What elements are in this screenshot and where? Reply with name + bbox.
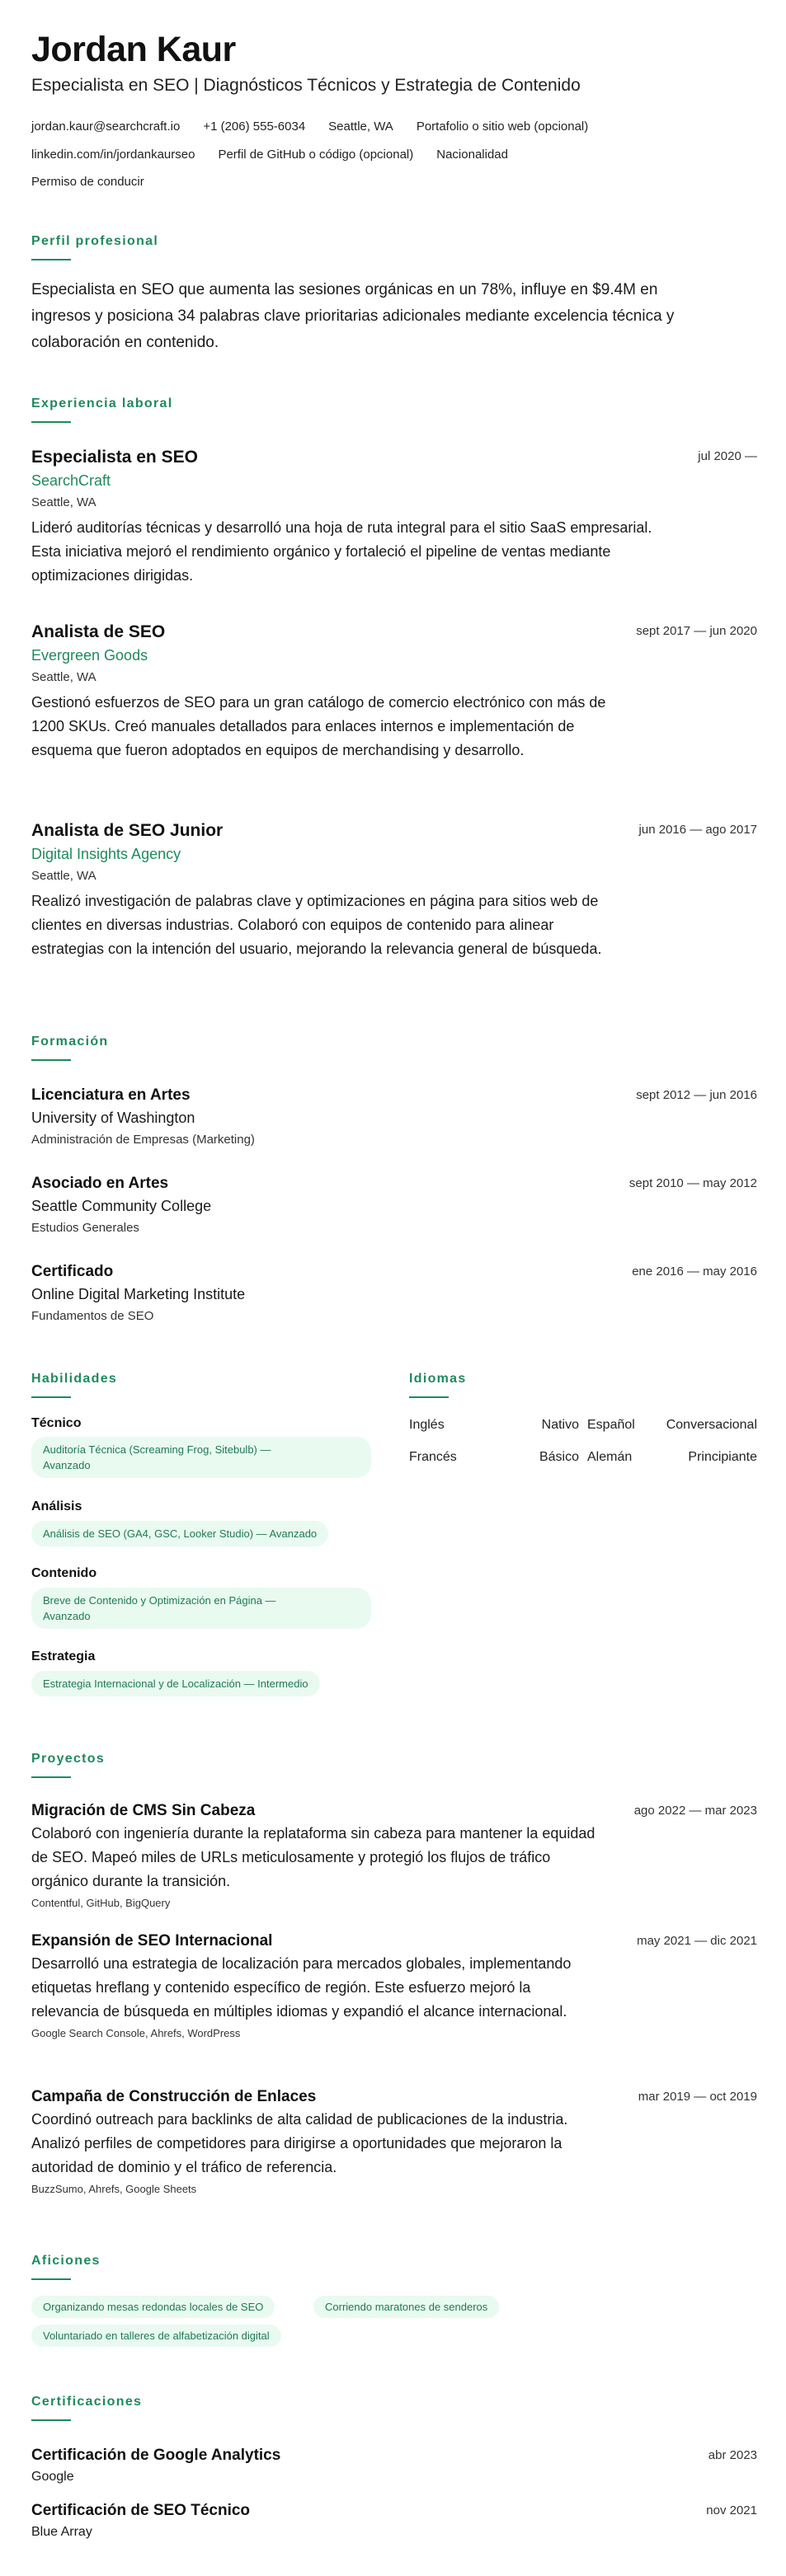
section-divider bbox=[31, 259, 71, 260]
contact-phone[interactable]: +1 (206) 555-6034 bbox=[203, 120, 306, 134]
skill-category: Técnico bbox=[31, 1416, 82, 1430]
project-dates: may 2021 — dic 2021 bbox=[637, 1934, 757, 1948]
project-tech: BuzzSumo, Ahrefs, Google Sheets bbox=[31, 2183, 197, 2195]
section-title-education: Formación bbox=[31, 1035, 109, 1049]
section-title-profile: Perfil profesional bbox=[31, 234, 159, 248]
job-dates: jul 2020 — bbox=[698, 449, 757, 463]
skill-category: Análisis bbox=[31, 1499, 82, 1513]
education-entry bbox=[31, 1175, 757, 1235]
language-name: Francés bbox=[409, 1450, 457, 1464]
hobby-tag: Voluntariado en talleres de alfabetización digital bbox=[31, 2325, 281, 2347]
language-level: Principiante bbox=[688, 1450, 757, 1464]
certification-entry bbox=[31, 2502, 757, 2540]
project-dates: mar 2019 — oct 2019 bbox=[638, 2090, 757, 2104]
language-name: Inglés bbox=[409, 1418, 445, 1432]
job-location: Seattle, WA bbox=[31, 670, 96, 684]
cert-org: Google bbox=[31, 2470, 74, 2484]
certification-entry bbox=[31, 2447, 757, 2485]
contact-row bbox=[31, 175, 167, 189]
education-entry bbox=[31, 1263, 757, 1323]
cert-name: Certificación de SEO Técnico bbox=[31, 2502, 251, 2519]
skill-tag-line: Avanzado bbox=[43, 1459, 91, 1471]
section-title-certifications: Certificaciones bbox=[31, 2395, 143, 2409]
section-title-projects: Proyectos bbox=[31, 1752, 106, 1766]
edu-degree: Licenciatura en Artes bbox=[31, 1086, 191, 1104]
job-title: Analista de SEO Junior bbox=[31, 821, 224, 840]
hobby-tag: Organizando mesas redondas locales de SEO bbox=[31, 2296, 275, 2318]
edu-degree: Asociado en Artes bbox=[31, 1175, 169, 1192]
project-description: Desarrolló una estrategia de localización para mercados globales, implementando etiquetas hreflang y contenido específico de región. Este esfuerzo mejoró la relevancia de búsqueda en múltiples idiomas y expandió el alcance internacional. bbox=[31, 1955, 572, 2020]
contact-location: Seattle, WA bbox=[328, 120, 393, 134]
edu-school: Seattle Community College bbox=[31, 1198, 212, 1214]
language-level: Conversacional bbox=[666, 1418, 757, 1432]
hobby-tag: Corriendo maratones de senderos bbox=[313, 2296, 499, 2318]
job-company: Digital Insights Agency bbox=[31, 846, 181, 862]
job-dates: jun 2016 — ago 2017 bbox=[638, 823, 757, 837]
project-tech: Contentful, GitHub, BigQuery bbox=[31, 1897, 171, 1909]
candidate-headline: Especialista en SEO | Diagnósticos Técnicos y Estrategia de Contenido bbox=[31, 76, 581, 95]
section-divider bbox=[31, 2419, 71, 2421]
contact-row bbox=[31, 120, 611, 134]
edu-school: University of Washington bbox=[31, 1110, 195, 1126]
section-divider bbox=[31, 2278, 71, 2280]
skill-tag-line: Estrategia Internacional y de Localización — Intermedio bbox=[43, 1677, 308, 1690]
project-entry bbox=[31, 2088, 757, 2195]
project-description: Coordinó outreach para backlinks de alta calidad de publicaciones de la industria. Analizó perfiles de competidores para dirigirse a oportunidades que mejoraron la autoridad de dominio y el tráfico de referencia. bbox=[31, 2111, 568, 2175]
skill-tag bbox=[31, 1437, 371, 1478]
job-title: Analista de SEO bbox=[31, 622, 166, 641]
job-location: Seattle, WA bbox=[31, 495, 96, 509]
skill-tag-line: Análisis de SEO (GA4, GSC, Looker Studio) — Avanzado bbox=[43, 1527, 318, 1540]
contact-license: Permiso de conducir bbox=[31, 175, 144, 189]
job-entry bbox=[31, 622, 757, 762]
edu-field: Fundamentos de SEO bbox=[31, 1309, 154, 1323]
skill-tag bbox=[31, 1671, 320, 1696]
project-title: Expansión de SEO Internacional bbox=[31, 1932, 273, 1950]
job-dates: sept 2017 — jun 2020 bbox=[636, 624, 757, 638]
cert-date: abr 2023 bbox=[708, 2448, 757, 2462]
skill-tag bbox=[31, 1588, 371, 1629]
profile-line: colaboración en contenido. bbox=[31, 334, 219, 351]
section-divider bbox=[31, 421, 71, 423]
section-title-languages: Idiomas bbox=[409, 1372, 467, 1386]
job-entry bbox=[31, 448, 757, 588]
section-divider bbox=[31, 1396, 71, 1398]
language-name: Alemán bbox=[587, 1450, 633, 1464]
education-entry bbox=[31, 1086, 757, 1147]
section-divider bbox=[31, 1776, 71, 1778]
skill-category: Contenido bbox=[31, 1566, 97, 1580]
section-title-skills: Habilidades bbox=[31, 1372, 118, 1386]
skill-tag bbox=[31, 1521, 328, 1546]
contact-nationality: Nacionalidad bbox=[436, 148, 508, 162]
job-title: Especialista en SEO bbox=[31, 448, 198, 467]
job-location: Seattle, WA bbox=[31, 869, 96, 883]
job-company: SearchCraft bbox=[31, 472, 111, 489]
contact-email[interactable]: jordan.kaur@searchcraft.io bbox=[31, 120, 181, 134]
cert-date: nov 2021 bbox=[706, 2503, 757, 2517]
section-divider bbox=[31, 1059, 71, 1061]
job-company: Evergreen Goods bbox=[31, 647, 148, 664]
language-level: Básico bbox=[539, 1450, 579, 1464]
edu-field: Administración de Empresas (Marketing) bbox=[31, 1133, 255, 1147]
edu-school: Online Digital Marketing Institute bbox=[31, 1286, 246, 1302]
cert-name: Certificación de Google Analytics bbox=[31, 2447, 281, 2464]
project-dates: ago 2022 — mar 2023 bbox=[633, 1804, 757, 1818]
job-entry bbox=[31, 821, 757, 961]
profile-line: ingresos y posiciona 34 palabras clave prioritarias adicionales mediante excelencia técnica y bbox=[31, 307, 675, 325]
cert-org: Blue Array bbox=[31, 2525, 92, 2539]
section-title-hobbies: Aficiones bbox=[31, 2254, 101, 2268]
project-title: Migración de CMS Sin Cabeza bbox=[31, 1802, 256, 1819]
skill-tag-line: Auditoría Técnica (Screaming Frog, Sitebulb) — bbox=[43, 1443, 271, 1456]
edu-field: Estudios Generales bbox=[31, 1221, 139, 1235]
edu-degree: Certificado bbox=[31, 1263, 114, 1280]
section-title-experience: Experiencia laboral bbox=[31, 396, 173, 411]
profile-line: Especialista en SEO que aumenta las sesiones orgánicas en un 78%, influye en $9.4M en bbox=[31, 281, 658, 298]
skill-category: Estrategia bbox=[31, 1649, 96, 1663]
job-description: Lideró auditorías técnicas y desarrolló una hoja de ruta integral para el sitio SaaS empresarial. Esta iniciativa mejoró el rendimiento orgánico y fortaleció el pipeline de ventas mediante optimizaciones dirigidas. bbox=[31, 519, 652, 584]
edu-dates: sept 2010 — may 2012 bbox=[628, 1176, 757, 1190]
edu-dates: ene 2016 — may 2016 bbox=[632, 1265, 757, 1279]
project-title: Campaña de Construcción de Enlaces bbox=[31, 2088, 317, 2105]
language-level: Nativo bbox=[541, 1418, 579, 1432]
contact-linkedin[interactable]: linkedin.com/in/jordankaurseo bbox=[31, 148, 195, 162]
project-description: Colaboró con ingeniería durante la replataforma sin cabeza para mantener la equidad de SEO. Mapeó miles de URLs meticulosamente y protegió los flujos de tráfico orgánico durante la transición. bbox=[31, 1825, 595, 1889]
contact-row bbox=[31, 148, 531, 162]
contact-github[interactable]: Perfil de GitHub o código (opcional) bbox=[218, 148, 414, 162]
edu-dates: sept 2012 — jun 2016 bbox=[636, 1088, 757, 1102]
project-entry bbox=[31, 1932, 757, 2039]
skill-tag-line: Avanzado bbox=[43, 1610, 91, 1622]
contact-portfolio[interactable]: Portafolio o sitio web (opcional) bbox=[416, 120, 589, 134]
project-entry bbox=[31, 1802, 757, 1909]
job-description: Gestionó esfuerzos de SEO para un gran catálogo de comercio electrónico con más de 1200 SKUs. Creó manuales detallados para enlaces internos e implementación de esquema que fueron adoptados en equipos de merchandising y desarrollo. bbox=[31, 694, 606, 758]
project-tech: Google Search Console, Ahrefs, WordPress bbox=[31, 2027, 241, 2039]
skill-tag-line: Breve de Contenido y Optimización en Página — bbox=[43, 1594, 276, 1607]
section-divider bbox=[409, 1396, 449, 1398]
job-description: Realizó investigación de palabras clave y optimizaciones en página para sitios web de clientes en diversas industrias. Colaboró con equipos de contenido para alinear estrategias con la intención del usuario, mejorando la relevancia general de búsqueda. bbox=[31, 893, 602, 957]
language-name: Español bbox=[587, 1418, 635, 1432]
candidate-name: Jordan Kaur bbox=[31, 30, 236, 69]
